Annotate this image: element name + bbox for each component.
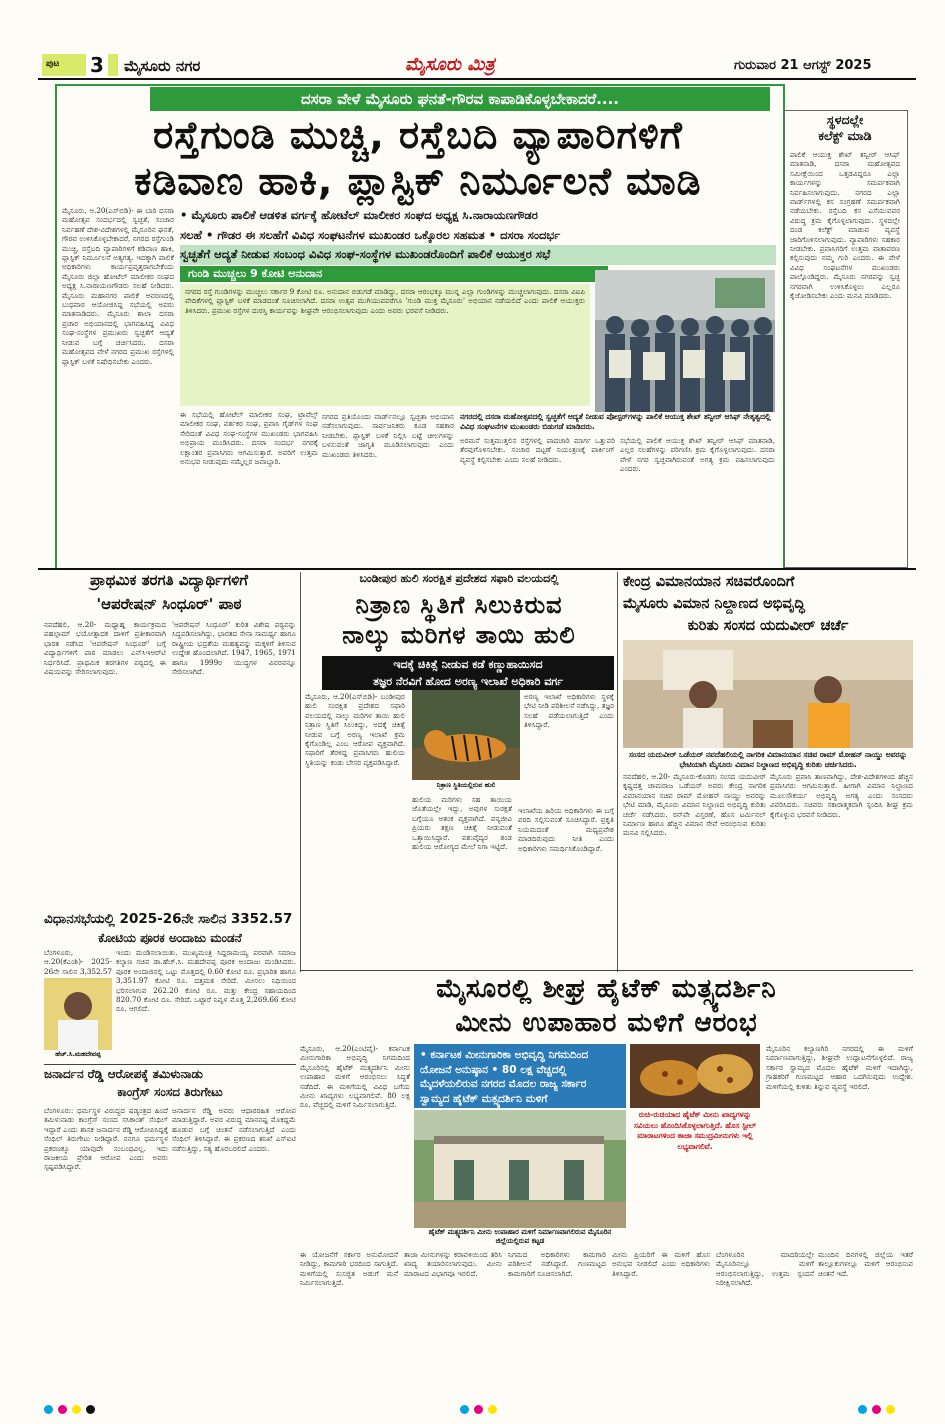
tiger-photo-caption: ನಿತ್ರಾಣ ಸ್ಥಿತಿಯಲ್ಲಿರುವ ಹುಲಿ (436, 781, 496, 789)
lead-body-col1: ಮೈಸೂರು, ಆ.20(ಎಸ್‌ಬಿಡಿ)- ಈ ಬಾರಿ ದಸರಾ ಮಹೋತ್ಸವ ಸಂದರ್ಭದಲ್ಲಿ ಸ್ವಚ್ಛತೆ, ಸಂಚಾರ ನಿರ್ವಹಣೆ ದೇಶ-ವಿದೇಶಗಳಲ್ಲಿ ಮೈಸೂರಿನ ಘನತೆ, ಗೌರವ ಉಳಿಸಿಕೊಳ್ಳಬೇಕಾದರೆ, ನಗರದ ರಸ್ತೆಗುಂಡಿ ಮುಚ್ಚಿ, ರಸ್ತೆಬದಿ ವ್ಯಾಪಾರಿಗಳಿಗೆ ಕಡಿವಾಣ ಹಾಕಿ, ಪ್ಲಾಸ್ಟಿಕ್ ನಿರ್ಮೂಲನೆ ಅತ್ಯಗತ್ಯ. ಇದಕ್ಕಾಗಿ ಪಾಲಿಕೆ ಅಧಿಕಾರಿಗಳು ಕಾರ್ಯಪ್ರವೃತ್ತರಾಗಬೇಕೆಂದು ಮೈಸೂರು ಜಿಲ್ಲಾ ಹೋಟೆಲ್ ಮಾಲೀಕರ ಸಂಘದ ಅಧ್ಯಕ್ಷ ಸಿ.ನಾರಾಯಣಗೌಡರು ಸಲಹೆ ನೀಡಿದರು. ಮೈಸೂರು ಮಹಾನಗರ ಪಾಲಿಕೆ ಆವರಣದಲ್ಲಿ ಬುಧವಾರ ಆಯೋಜಿಸಿದ್ದ ಸಭೆಯಲ್ಲಿ ಅವರು ಮಾತನಾಡಿದರು. ಮೈಸೂರು ಶಾಲಾ ದಸರಾ ಪ್ರಚಾರ ಅಭಿಯಾನದಲ್ಲಿ ಭಾಗವಹಿಸಿದ್ದ ವಿವಿಧ ಸಂಘ-ಸಂಸ್ಥೆಗಳ ಪ್ರಮುಖರು ಸ್ವಚ್ಛತೆಗೆ ಆದ್ಯತೆ ನೀಡುವ ಬಗ್ಗೆ ಚರ್ಚಿಸಿದರು. ದಸರಾ ಮಹೋತ್ಸವದ ವೇಳೆ ನಗರದ ಪ್ರಮುಖ ರಸ್ತೆಗಳಲ್ಲಿ ಪ್ಲಾಸ್ಟಿಕ್ ಬಳಕೆ ನಿಷೇಧಿಸಬೇಕು ಎಂದರು. (62, 206, 174, 366)
sidebar-body: ಪಾಲಿಕೆ ಆಯುಕ್ತ ಶೇಖ್ ತನ್ವೀರ್ ಆಸಿಫ್ ಮಾತನಾಡಿ, ದಸರಾ ಮಹೋತ್ಸವದ ಸಮೀಕ್ಷೆಯಿಂದ ಒತ್ತಡವಿದ್ದರೂ ಎಲ್ಲಾ ಕಾರ್ಯಗಳನ್ನು ಸಮರ್ಪಕವಾಗಿ ನಿರ್ವಹಿಸಲಾಗುವುದು. ನಗರದ ಎಲ್ಲಾ ವಾರ್ಡ್‌ಗಳಲ್ಲಿ ಕಸ ಸಂಗ್ರಹಣೆ ಸಮರ್ಪಕವಾಗಿ ನಡೆಯಬೇಕು. ರಸ್ತೆಬದಿ ಕಸ ಎಸೆಯುವವರ ವಿರುದ್ಧ ಕ್ರಮ ಕೈಗೊಳ್ಳಲಾಗುವುದು. ಸ್ಥಳದಲ್ಲೇ ದಂಡ ಕಲೆಕ್ಟ್ ಮಾಡುವ ವ್ಯವಸ್ಥೆ ಜಾರಿಗೊಳಿಸಲಾಗುವುದು. ವ್ಯಾಪಾರಿಗಳು ಸಹಕಾರ ನೀಡಬೇಕು. ಪ್ರವಾಸಿಗರಿಗೆ ಉತ್ತಮ ವಾತಾವರಣ ಕಲ್ಪಿಸುವುದು ನಮ್ಮ ಗುರಿ ಎಂದರು. ಈ ವೇಳೆ ವಿವಿಧ ಸಂಘಟನೆಗಳ ಮುಖಂಡರು ಪಾಲ್ಗೊಂಡಿದ್ದರು. ಮೈಸೂರು ನಗರವನ್ನು ಸ್ವಚ್ಛ ನಗರವಾಗಿ ಉಳಿಸಿಕೊಳ್ಳಲು ಎಲ್ಲರೂ ಕೈಜೋಡಿಸಬೇಕು ಎಂದು ಮನವಿ ಮಾಡಿದರು. (790, 150, 900, 301)
fish-highlight-2: ಯೋಜನೆ ಅನುಷ್ಠಾನ • 80 ಲಕ್ಷ ವೆಚ್ಚದಲ್ಲಿ (420, 1063, 567, 1076)
tiger-photo (412, 690, 520, 780)
sidebar-headline-line2: ಕಲೆಕ್ಟ್ ಮಾಡಿ (818, 128, 872, 143)
lead-body-col4: ಅರಮನೆ ಸುತ್ತಮುತ್ತಲಿನ ರಸ್ತೆಗಳಲ್ಲಿ ಪಾದಚಾರಿ ಮಾರ್ಗ ಒತ್ತುವರಿ ತೆರವುಗೊಳಿಸಬೇಕು. ಸಂಚಾರ ದಟ್ಟಣೆ ನಿಯಂತ್ರಣಕ್ಕೆ ಪಾರ್ಕಿಂಗ್ ವ್ಯವಸ್ಥೆ ಕಲ್ಪಿಸಬೇಕು ಎಂದು ಸಲಹೆ ನೀಡಿದರು. (460, 436, 615, 464)
budget-headline-line2: ಕೋಟಿಯ ಪೂರಕ ಅಂದಾಜು ಮಂಡನೆ (98, 931, 242, 945)
registration-mark (44, 1405, 53, 1414)
lead-body-col2: ಈ ಸಭೆಯಲ್ಲಿ ಹೋಟೆಲ್ ಮಾಲೀಕರ ಸಂಘ, ಟ್ರಾವೆಲ್ಸ್ ಮಾಲೀಕರ ಸಂಘ, ವರ್ತಕರ ಸಂಘ, ಪ್ರವಾಸಿ ಗೈಡ್‌ಗಳ ಸಂಘ ಸೇರಿದಂತೆ ವಿವಿಧ ಸಂಘ-ಸಂಸ್ಥೆಗಳ ಮುಖಂಡರು ಭಾಗವಹಿಸಿ ಅಭಿಪ್ರಾಯ ಮಂಡಿಸಿದರು. ದಸರಾ ಸಂದರ್ಭ ನಗರಕ್ಕೆ ಲಕ್ಷಾಂತರ ಪ್ರವಾಸಿಗರು ಆಗಮಿಸುತ್ತಾರೆ. ಅವರಿಗೆ ಉತ್ತಮ ಅನುಭವ ನೀಡುವುದು ನಮ್ಮೆಲ್ಲರ ಜವಾಬ್ದಾರಿ. (180, 410, 318, 467)
fish-body-bottom-2: ತಾಜಾ ಮೀನುಗಳನ್ನು ಕರಾವಳಿಯಿಂದ ತರಿಸಿ ಖಾದ್ಯ ತಯಾರಿಸಲಾಗುವುದು. ಮೀನು ಮಾರಾಟದ ವಿಭಾಗವೂ ಇರಲಿದೆ. (404, 1250, 502, 1278)
tiger-headline-line2: ನಾಲ್ಕು ಮರಿಗಳ ತಾಯಿ ಹುಲಿ (342, 621, 576, 649)
section-title: ಮೈಸೂರು ನಗರ (124, 57, 201, 75)
lead-highlight-1: • ಮೈಸೂರು ಪಾಲಿಕೆ ಆಡಳಿತ ವರ್ಗಕ್ಕೆ ಹೋಟೆಲ್ ಮಾಲೀಕರ ಸಂಘದ ಅಧ್ಯಕ್ಷ ಸಿ.ನಾರಾಯಣಗೌಡರ (180, 208, 538, 222)
airport-headline-line1: ಕೇಂದ್ರ ವಿಮಾನಯಾನ ಸಚಿವರೊಂದಿಗೆ (623, 574, 795, 590)
tiger-headline-line1: ನಿತ್ರಾಣ ಸ್ಥಿತಿಗೆ ಸಿಲುಕಿರುವ (355, 591, 563, 619)
lead-highlight-2: ಸಲಹೆ • ಗೌಡರ ಈ ಸಲಹೆಗೆ ವಿವಿಧ ಸಂಘಟನೆಗಳ ಮುಖಂಡರ ಒಕ್ಕೊರಲ ಸಹಮತ • ದಸರಾ ಸಂದರ್ಭ (180, 227, 561, 242)
tiger-kicker: ಬಂಡೀಪುರ ಹುಲಿ ಸಂರಕ್ಷಿತ ಪ್ರದೇಶದ ಸಫಾರಿ ವಲಯದಲ್ಲಿ (359, 572, 559, 585)
budget-headline-line1: ವಿಧಾನಸಭೆಯಲ್ಲಿ 2025-26ನೇ ಸಾಲಿನ 3352.57 (44, 911, 293, 927)
registration-mark (858, 1405, 867, 1414)
janardhan-body-col1: ಬೆಂಗಳೂರು: ಧರ್ಮಸ್ಥಳ ವಿರುದ್ಧದ ಷಡ್ಯಂತ್ರದ ಹಿಂದೆ ತಮಿಳುನಾಡು ಕಾಂಗ್ರೆಸ್ ಸಂಸದ ಸಸಿಕಾಂತ್ ಸೆಂಥಿಲ್ ಇದ್ದಾರೆ ಎಂದು ಶಾಸಕ ಜನಾರ್ದನ ರೆಡ್ಡಿ ಆರೋಪಿಸಿದ್ದಕ್ಕೆ ಸೆಂಥಿಲ್ ತಿರುಗೇಟು ನೀಡಿದ್ದಾರೆ. ನನಗೂ ಧರ್ಮಸ್ಥಳ ಪ್ರಕರಣಕ್ಕೂ ಯಾವುದೇ ಸಂಬಂಧವಿಲ್ಲ. ಇದು ರಾಜಕೀಯ ಪ್ರೇರಿತ ಆರೋಪ ಎಂದು ಅವರು ಸ್ಪಷ್ಟಪಡಿಸಿದ್ದಾರೆ. (44, 1106, 168, 1172)
fish-dish-caption: ರುಚಿ-ರುಚಿಯಾದ ಹೈಟೆಕ್ ಮೀನು ಖಾದ್ಯಗಳನ್ನು ಸವಿಯಲು ಹೊಂದಿಸಿಕೊಳ್ಳಲಾಗುತ್ತಿದೆ. ಹೊಸ ಸ್ಟೀಲ್ ಮಾರಾಟಗಳಿಂದ ತಾಜಾ ಸಮುದ್ರಮೀನುಗಳು ಇಲ್ಲಿ ಲಭ್ಯವಾಗಲಿವೆ. (633, 1110, 757, 1151)
operation-body-col2: 'ಆಪರೇಷನ್ ಸಿಂಧೂರ್' ಕುರಿತ ವಿಶೇಷ ಪಠ್ಯವನ್ನು ಸಿದ್ಧಪಡಿಸಲಾಗಿದ್ದು, ಭಾರತದ ಸೇನಾ ಸಾಮರ್ಥ್ಯ ಹಾಗೂ ರಾಷ್ಟ್ರೀಯ ಭದ್ರತೆಯ ಮಹತ್ವವನ್ನು ಮಕ್ಕಳಿಗೆ ತಿಳಿಸುವ ಉದ್ದೇಶ ಹೊಂದಲಾಗಿದೆ. 1947, 1965, 1971 ಹಾಗೂ 1999ರ ಯುದ್ಧಗಳ ವಿವರವನ್ನೂ ಸೇರಿಸಲಾಗಿದೆ. (172, 620, 296, 677)
lead-photo-caption: ನಗರದಲ್ಲಿ ದಸರಾ ಮಹೋತ್ಸವದಲ್ಲಿ ಸ್ವಚ್ಛತೆಗೆ ಆದ್ಯತೆ ನೀಡುವ ಪೋಸ್ಟರ್‌ಗಳನ್ನು ಪಾಲಿಕೆ ಆಯುಕ್ತ ಶೇಖ್ ತನ್ವೀರ್ ಆಸಿಫ್ ನೇತೃತ್ವದಲ್ಲಿ ವಿವಿಧ ಸಂಘಟನೆಗಳ ಮುಖಂಡರು ಬಿಡುಗಡೆ ಮಾಡಿದರು. (460, 412, 771, 431)
fish-highlight-3: ಮೈದಳೆಯಲಿರುವ ನಗರದ ಮೊದಲ ರಾಜ್ಯ ಸರ್ಕಾರ (420, 1078, 587, 1090)
fish-body-bottom-1: ಈ ಯೋಜನೆಗೆ ಸರ್ಕಾರ ಅನುಮೋದನೆ ನೀಡಿದ್ದು, ಕಾಮಗಾರಿ ಭರದಿಂದ ಸಾಗುತ್ತಿದೆ. ಮಳಿಗೆಯಲ್ಲಿ ಸುಸಜ್ಜಿತ ಅಡುಗೆ ಮನೆ ನಿರ್ಮಿಸಲಾಗುತ್ತಿದೆ. (300, 1250, 398, 1288)
registration-mark (872, 1405, 881, 1414)
registration-mark (886, 1405, 895, 1414)
airport-body-col2: ಮೈಸೂರು ಪ್ರವಾಸಿ ತಾಣವಾಗಿದ್ದು, ದೇಶ-ವಿದೇಶಗಳಿಂದ ಹೆಚ್ಚಿನ ಪ್ರವಾಸಿಗರು ಆಗಮಿಸುತ್ತಾರೆ. ಹೀಗಾಗಿ ವಿಮಾನ ನಿಲ್ದಾಣದ ಮೂಲಸೌಕರ್ಯ ಅಭಿವೃದ್ಧಿ ಅಗತ್ಯ ಎಂದು ಸಂಸದರು ವಿವರಿಸಿದರು. ಸಚಿವರು ಸಕಾರಾತ್ಮಕವಾಗಿ ಸ್ಪಂದಿಸಿ ಶೀಘ್ರ ಕ್ರಮ ಕೈಗೊಳ್ಳುವ ಭರವಸೆ ನೀಡಿದರು. (770, 772, 913, 819)
column-rule (617, 572, 618, 972)
fish-body-col4: ಮೈಸೂರಿನ ಕಲ್ಯಾಣಗಿರಿ ನಗರದಲ್ಲಿ ಈ ಮಳಿಗೆ ನಿರ್ಮಾಣವಾಗುತ್ತಿದ್ದು, ಶೀಘ್ರವೇ ಉದ್ಘಾಟನೆಗೊಳ್ಳಲಿದೆ. ರಾಜ್ಯ ಸರ್ಕಾರ ಸ್ವಾಮ್ಯದ ಮೊದಲ ಹೈಟೆಕ್ ಮಳಿಗೆ ಇದಾಗಿದ್ದು, ಗ್ರಾಹಕರಿಗೆ ಗುಣಮಟ್ಟದ ಆಹಾರ ಒದಗಿಸುವುದು ಉದ್ದೇಶ. ಮಳಿಗೆಯಲ್ಲಿ ಕುಳಿತು ತಿನ್ನುವ ವ್ಯವಸ್ಥೆ ಇರಲಿದೆ. (766, 1044, 913, 1091)
newspaper-logo: ಮೈಸೂರು ಮಿತ್ರ (405, 54, 495, 75)
lead-headline-line2: ಕಡಿವಾಣ ಹಾಕಿ, ಪ್ಲಾಸ್ಟಿಕ್ ನಿರ್ಮೂಲನೆ ಮಾಡಿ (134, 159, 702, 203)
registration-mark (72, 1405, 81, 1414)
operation-headline-line2: 'ಆಪರೇಷನ್ ಸಿಂಧೂರ್' ಪಾಠ (96, 595, 242, 613)
lead-body-col3: ನಗರದ ಪ್ರತಿಯೊಂದು ವಾರ್ಡ್‌ನಲ್ಲೂ ಸ್ವಚ್ಛತಾ ಅಭಿಯಾನ ನಡೆಸಲಾಗುವುದು. ಸಾರ್ವಜನಿಕರು ಕೂಡ ಸಹಕಾರ ನೀಡಬೇಕು. ಪ್ಲಾಸ್ಟಿಕ್ ಬಳಕೆ ನಿಲ್ಲಿಸಿ ಬಟ್ಟೆ ಚೀಲಗಳನ್ನು ಬಳಸುವಂತೆ ಜಾಗೃತಿ ಮೂಡಿಸಲಾಗುವುದು ಎಂದು ಮುಖಂಡರು ತಿಳಿಸಿದರು. (322, 412, 454, 459)
fish-body-bottom-6: ಮುಂದಿನ ದಿನಗಳಲ್ಲಿ ಜಿಲ್ಲೆಯ ಇತರೆ ತಾಲ್ಲೂಕುಗಳಲ್ಲೂ ಮಳಿಗೆ ಆರಂಭಿಸುವ ಚಿಂತನೆ ಇದೆ. (818, 1250, 913, 1278)
lead-kicker: ದಸರಾ ವೇಳೆ ಮೈಸೂರು ಘನತೆ-ಗೌರವ ಕಾಪಾಡಿಕೊಳ್ಳಬೇಕಾದರೆ.... (150, 87, 770, 111)
tiger-body-col2: ಅರಣ್ಯ ಇಲಾಖೆ ಅಧಿಕಾರಿಗಳು ಸ್ಥಳಕ್ಕೆ ಭೇಟಿ ನೀಡಿ ಪರಿಶೀಲನೆ ನಡೆಸಿದ್ದು, ತಜ್ಞರ ಸಲಹೆ ಪಡೆಯಲಾಗುತ್ತಿದೆ ಎಂದು ತಿಳಿಸಿದ್ದಾರೆ. (524, 692, 614, 730)
tiger-body-col1: ಮೈಸೂರು, ಆ.20(ಎಸ್‌ಬಿಡಿ)- ಬಂಡೀಪುರ ಹುಲಿ ಸಂರಕ್ಷಿತ ಪ್ರದೇಶದ ಸಫಾರಿ ವಲಯದಲ್ಲಿ ನಾಲ್ಕು ಮರಿಗಳ ತಾಯಿ ಹುಲಿ ನಿತ್ರಾಣ ಸ್ಥಿತಿಗೆ ಸಿಲುಕಿದ್ದು, ಅದಕ್ಕೆ ಚಿಕಿತ್ಸೆ ನೀಡುವ ಬಗ್ಗೆ ಅರಣ್ಯ ಇಲಾಖೆ ಕ್ರಮ ಕೈಗೊಂಡಿಲ್ಲ ಎಂಬ ಆರೋಪ ವ್ಯಕ್ತವಾಗಿದೆ. ಸಫಾರಿಗೆ ತೆರಳಿದ್ದ ಪ್ರವಾಸಿಗರು ಹುಲಿಯ ಸ್ಥಿತಿಯನ್ನು ಕಂಡು ಬೇಸರ ವ್ಯಕ್ತಪಡಿಸಿದ್ದಾರೆ. (305, 692, 405, 767)
tiger-subhead-line2: ತಜ್ಞರ ನೆರವಿಗೆ ಹೋದ ಅರಣ್ಯ ಇಲಾಖೆ ಅಧಿಕಾರಿ ವರ್ಗ (373, 675, 563, 688)
airport-body-col1: ನವದೆಹಲಿ, ಆ.20- ಮೈಸೂರು-ಕೊಡಗು ಸಂಸದ ಯದುವೀರ್ ಕೃಷ್ಣದತ್ತ ಚಾಮರಾಜ ಒಡೆಯರ್ ಅವರು ಕೇಂದ್ರ ನಾಗರಿಕ ವಿಮಾನಯಾನ ಸಚಿವ ರಾಮ್ ಮೋಹನ್ ನಾಯ್ಡು ಅವರನ್ನು ಭೇಟಿ ಮಾಡಿ, ಮೈಸೂರು ವಿಮಾನ ನಿಲ್ದಾಣದ ಅಭಿವೃದ್ಧಿ ಕುರಿತು ಚರ್ಚೆ ನಡೆಸಿದರು. ರನ್‌ವೇ ವಿಸ್ತರಣೆ, ಹೊಸ ಟರ್ಮಿನಲ್ ನಿರ್ಮಾಣ ಹಾಗೂ ಹೆಚ್ಚಿನ ವಿಮಾನ ಸೇವೆ ಆರಂಭಿಸುವ ಕುರಿತು ಮನವಿ ಸಲ್ಲಿಸಿದರು. (623, 772, 766, 838)
fish-body-bottom-5: ಬೆಂಗಳೂರಿನ ಮಾದರಿಯಲ್ಲೇ ಮೈಸೂರಿನಲ್ಲೂ ಮಳಿಗೆ ಆರಂಭಿಸಲಾಗುತ್ತಿದ್ದು, ಉತ್ತಮ ಸ್ಪಂದನೆ ನಿರೀಕ್ಷಿಸಲಾಗಿದೆ. (716, 1250, 814, 1288)
lead-photo (595, 270, 775, 412)
fish-headline-line1: ಮೈಸೂರಲ್ಲಿ ಶೀಘ್ರ ಹೈಟೆಕ್ ಮತ್ಸ್ಯದರ್ಶಿನಿ (436, 974, 777, 1004)
tiger-body-col4: ಇಲಾಖೆಯ ಹಿರಿಯ ಅಧಿಕಾರಿಗಳು ಈ ಬಗ್ಗೆ ವರದಿ ಸಲ್ಲಿಸುವಂತೆ ಸೂಚಿಸಿದ್ದಾರೆ. ಪ್ರಕೃತಿ ನಿಯಮದಂತೆ ಮಧ್ಯಪ್ರವೇಶ ಮಾಡದಿರುವುದು ನೀತಿ ಎಂದು ಅಧಿಕಾರಿಗಳು ಸಮರ್ಥಿಸಿಕೊಂಡಿದ್ದಾರೆ. (518, 806, 614, 853)
tiger-subhead-line1: ಇದಕ್ಕೆ ಚಿಕಿತ್ಸೆ ನೀಡುವ ಕಡೆ ಕಣ್ಣುಹಾಯಿಸದ (393, 658, 543, 671)
page-label: ಪುಟ (46, 59, 60, 69)
sidebar-headline (786, 112, 904, 144)
lead-highlights (180, 206, 776, 265)
lead-headline-line1: ರಸ್ತೆಗುಂಡಿ ಮುಚ್ಚಿ, ರಸ್ತೆಬದಿ ವ್ಯಾಪಾರಿಗಳಿಗೆ (153, 113, 683, 157)
operation-body-col1: ನವದೆಹಲಿ, ಆ.20- ಮಧ್ಯಾಹ್ನ ಕಾರ್ಯಕ್ರಮದ ಪಹಲ್ಗಾಮ್ ಭಯೋತ್ಪಾದಕ ದಾಳಿಗೆ ಪ್ರತೀಕಾರವಾಗಿ ಭಾರತ ನಡೆಸಿದ 'ಆಪರೇಷನ್ ಸಿಂಧೂರ್' ಬಗ್ಗೆ ವಿದ್ಯಾರ್ಥಿಗಳಿಗೆ ಪಾಠ ಮಾಡಲು ಎನ್‌ಸಿಇಆರ್‌ಟಿ ನಿರ್ಧರಿಸಿದೆ. ಪ್ರಾಥಮಿಕ ತರಗತಿಗಳ ಪಠ್ಯದಲ್ಲಿ ಈ ವಿಷಯವನ್ನು ಸೇರಿಸಲಾಗುವುದು. (44, 620, 166, 677)
fish-building-photo (414, 1110, 626, 1228)
janardhan-headline-line2: ಕಾಂಗ್ರೆಸ್ ಸಂಸದ ತಿರುಗೇಟು (117, 1085, 223, 1099)
subbox-text: ನಗರದ ರಸ್ತೆ ಗುಂಡಿಗಳನ್ನು ಮುಚ್ಚಲು ಸರ್ಕಾರ 9 ಕೋಟಿ ರೂ. ಅನುದಾನ ಬಿಡುಗಡೆ ಮಾಡಿದ್ದು, ದಸರಾ ಆರಂಭಕ್ಕೂ ಮುನ್ನ ಎಲ್ಲಾ ಗುಂಡಿಗಳನ್ನು ಮುಚ್ಚಲಾಗುವುದು. ದಸರಾ ವಿಐಪಿ ವೇದಿಕೆಗಳಲ್ಲಿ ಪ್ಲಾಸ್ಟಿಕ್ ಬಳಕೆ ಮಾಡದಂತೆ ಸೂಚಿಸಲಾಗಿದೆ. ದಸರಾ ಉತ್ಸವ ಮುಗಿಯುವವರೆಗೂ 'ಗುಂಡಿ ಮುಕ್ತ ಮೈಸೂರು' ಅಭಿಯಾನ ನಡೆಯಲಿದೆ ಎಂದು ಪಾಲಿಕೆ ಆಯುಕ್ತರು ತಿಳಿಸಿದರು. ಪ್ರಮುಖ ರಸ್ತೆಗಳ ದುರಸ್ತಿ ಕಾರ್ಯವನ್ನು ಶೀಘ್ರವೇ ಆರಂಭಿಸಲಾಗುವುದು ಎಂದು ಅವರು ಭರವಸೆ ನೀಡಿದರು. (180, 284, 590, 406)
janardhan-body-col2: ಜನಾರ್ದನ ರೆಡ್ಡಿ ಅವರು ಆಧಾರರಹಿತ ಆರೋಪ ಮಾಡುತ್ತಿದ್ದಾರೆ. ಅವರ ವಿರುದ್ಧ ಮಾನನಷ್ಟ ಮೊಕದ್ದಮೆ ಹೂಡುವ ಬಗ್ಗೆ ಚಿಂತನೆ ನಡೆಸಲಾಗುತ್ತಿದೆ ಎಂದು ಸೆಂಥಿಲ್ ತಿಳಿಸಿದ್ದಾರೆ. ಈ ಪ್ರಕರಣದ ತನಿಖೆ ಎಸ್ಐಟಿ ನಡೆಸುತ್ತಿದ್ದು, ಸತ್ಯ ಹೊರಬರಲಿದೆ ಎಂದರು. (172, 1106, 296, 1153)
fish-building-caption: ಹೈಟೆಕ್ ಮತ್ಸ್ಯದರ್ಶಿನಿ ಮೀನು ಉಪಾಹಾರ ಮಳಿಗೆ ನಿರ್ಮಾಣವಾಗಲಿರುವ ಮೈಸೂರಿನ ಜಿಲ್ಲೆಯಲ್ಲಿರುವ ಕಟ್ಟಡ (428, 1228, 612, 1245)
section-divider (300, 970, 913, 971)
lead-highlight-3: ಸ್ವಚ್ಛತೆಗೆ ಆದ್ಯತೆ ನೀಡುವ ಸಂಬಂಧ ವಿವಿಧ ಸಂಘ-ಸಂಸ್ಥೆಗಳ ಮುಖಂಡರೊಂದಿಗೆ ಪಾಲಿಕೆ ಆಯುಕ್ತರ ಸಭೆ (180, 245, 776, 265)
fish-body-col1: ಮೈಸೂರು, ಆ.20(ಎಂಟಿವೈ)- ಕರ್ನಾಟಕ ಮೀನುಗಾರಿಕಾ ಅಭಿವೃದ್ಧಿ ನಿಗಮದಿಂದ ಮೈಸೂರಿನಲ್ಲಿ ಹೈಟೆಕ್ ಮತ್ಸ್ಯದರ್ಶಿನಿ ಮೀನು ಉಪಾಹಾರ ಮಳಿಗೆ ಆರಂಭಿಸಲು ಸಿದ್ಧತೆ ನಡೆದಿದೆ. ಈ ಮಳಿಗೆಯಲ್ಲಿ ವಿವಿಧ ಬಗೆಯ ಮೀನು ಖಾದ್ಯಗಳು ಲಭ್ಯವಾಗಲಿವೆ. 80 ಲಕ್ಷ ರೂ. ವೆಚ್ಚದಲ್ಲಿ ಮಳಿಗೆ ನಿರ್ಮಿಸಲಾಗುತ್ತಿದೆ. (300, 1044, 410, 1110)
operation-headline-line1: ಪ್ರಾಥಮಿಕ ತರಗತಿ ವಿದ್ಯಾರ್ಥಿಗಳಿಗೆ (90, 571, 248, 589)
budget-intro: ಬೆಂಗಳೂರು, ಆ.20(ಕೆಎಂಶಿ)- 2025-26ನೇ ಸಾಲಿನ 3,352.57 (44, 948, 112, 976)
airport-photo-caption: ಸಂಸದ ಯದುವೀರ್ ಒಡೆಯರ್ ನವದೆಹಲಿಯಲ್ಲಿ ನಾಗರಿಕ ವಿಮಾನಯಾನ ಸಚಿವ ರಾಮ್ ಮೋಹನ್ ನಾಯ್ಡು ಅವರನ್ನು ಭೇಟಿಯಾಗಿ ಮೈಸೂರು ವಿಮಾನ ನಿಲ್ದಾಣದ ಅಭಿವೃದ್ಧಿ ಕುರಿತು ಚರ್ಚಿಸಿದರು. (628, 750, 908, 769)
subbox-title: ಗುಂಡಿ ಮುಚ್ಚಲು 9 ಕೋಟಿ ಅನುದಾನ (180, 266, 608, 282)
fish-highlight-1: • ಕರ್ನಾಟಕ ಮೀನುಗಾರಿಕಾ ಅಭಿವೃದ್ಧಿ ನಿಗಮದಿಂದ (420, 1049, 589, 1061)
airport-headline-line2: ಮೈಸೂರು ವಿಮಾನ ನಿಲ್ದಾಣದ ಅಭಿವೃದ್ಧಿ (623, 596, 805, 612)
page-number: 3 (86, 54, 108, 76)
fish-body-bottom-4: ಮೀನು ಪ್ರಿಯರಿಗೆ ಈ ಮಳಿಗೆ ಹೊಸ ಅನುಭವ ನೀಡಲಿದೆ ಎಂದು ಅಧಿಕಾರಿಗಳು ತಿಳಿಸಿದ್ದಾರೆ. (612, 1250, 710, 1278)
tiger-subhead (322, 656, 614, 690)
airport-headline-line3: ಕುರಿತು ಸಂಸದ ಯದುವೀರ್ ಚರ್ಚೆ (687, 618, 849, 634)
registration-mark (460, 1405, 469, 1414)
fish-body-bottom-3: ನಿಗಮದ ಅಧಿಕಾರಿಗಳು ಕಾಮಗಾರಿ ಪರಿಶೀಲನೆ ನಡೆಸಿದ್ದಾರೆ. ಗುಣಮಟ್ಟದ ಕಾಮಗಾರಿಗೆ ಸೂಚಿಸಲಾಗಿದೆ. (508, 1250, 606, 1278)
minister-photo (44, 978, 112, 1050)
fish-dish-photo (630, 1044, 760, 1108)
minister-photo-caption: ಹೆಚ್.ಸಿ.ಮಹದೇವಪ್ಪ (55, 1050, 101, 1058)
fish-highlight-4: ಸ್ವಾಮ್ಯದ ಹೈಟೆಕ್ ಮತ್ಸ್ಯದರ್ಶಿನಿ ಮಳಿಗೆ (420, 1092, 548, 1105)
airport-photo (623, 640, 913, 748)
registration-mark (86, 1405, 95, 1414)
sidebar-headline-line1: ಸ್ಥಳದಲ್ಲೇ (826, 112, 864, 127)
fish-highlight-box (414, 1044, 626, 1108)
section-divider (44, 1064, 296, 1065)
fish-headline-line2: ಮೀನು ಉಪಾಹಾರ ಮಳಿಗೆ ಆರಂಭ (455, 1008, 758, 1038)
registration-mark (488, 1405, 497, 1414)
registration-mark (58, 1405, 67, 1414)
edition-date: ಗುರುವಾರ 21 ಆಗಸ್ಟ್ 2025 (734, 58, 872, 73)
registration-mark (474, 1405, 483, 1414)
janardhan-headline-line1: ಜನಾರ್ದನ ರೆಡ್ಡಿ ಆರೋಪಕ್ಕೆ ತಮಿಳುನಾಡು (44, 1067, 203, 1081)
column-rule (300, 572, 301, 972)
tiger-body-col3: ಹುಲಿಯ ಮರಿಗಳು ಸಹ ತಾಯಿಯ ಜೊತೆಯಲ್ಲೇ ಇದ್ದು, ಅವುಗಳ ಸುರಕ್ಷತೆ ಬಗ್ಗೆಯೂ ಆತಂಕ ವ್ಯಕ್ತವಾಗಿದೆ. ವನ್ಯಜೀವಿ ಪ್ರಿಯರು ತಕ್ಷಣ ಚಿಕಿತ್ಸೆ ನೀಡುವಂತೆ ಒತ್ತಾಯಿಸಿದ್ದಾರೆ. ಪಶುವೈದ್ಯರ ತಂಡ ಹುಲಿಯ ಆರೋಗ್ಯದ ಮೇಲೆ ನಿಗಾ ಇಟ್ಟಿದೆ. (412, 795, 512, 852)
budget-body: ಇಂದು ಮಂಡಿಸಲಾಯಿತು. ಮುಖ್ಯಮಂತ್ರಿ ಸಿದ್ದರಾಮಯ್ಯ ಪರವಾಗಿ ಸಮಾಜ ಕಲ್ಯಾಣ ಸಚಿವ ಡಾ.ಹೆಚ್.ಸಿ. ಮಹದೇವಪ್ಪ ಪೂರಕ ಅಂದಾಜು ಮಂಡಿಸಿದರು. ಪೂರಕ ಅಂದಾಜಿನಲ್ಲಿ ಒಟ್ಟು ಮೊತ್ತದಲ್ಲಿ 0.60 ಕೋಟಿ ರೂ. ಪ್ರಭಾರಿತ ಹಾಗೂ 3,351.97 ಕೋಟಿ ರೂ. ದತ್ತಮತ ಸೇರಿದೆ. ಮೀಸಲು ನಿಧಿಯಿಂದ ಭರಿಸಲಾಗುವ 262.20 ಕೋಟಿ ರೂ. ಮತ್ತು ಕೇಂದ್ರ ಸಹಾಯದಿಂದ 820.70 ಕೋಟಿ ರೂ. ಸೇರಿದೆ. ಒಟ್ಟಾರೆ ನಿವ್ವಳ ಮೊತ್ತ 2,269.66 ಕೋಟಿ ರೂ. ಆಗಲಿದೆ. (116, 948, 296, 1014)
lead-body-col5: ಸಭೆಯಲ್ಲಿ ಪಾಲಿಕೆ ಆಯುಕ್ತ ಶೇಖ್ ತನ್ವೀರ್ ಆಸಿಫ್ ಮಾತನಾಡಿ, ಎಲ್ಲರ ಸಲಹೆಗಳನ್ನು ಪರಿಗಣಿಸಿ ಕ್ರಮ ಕೈಗೊಳ್ಳಲಾಗುವುದು. ದಸರಾ ವೇಳೆ ನಗರ ಸ್ವಚ್ಛವಾಗಿರುವಂತೆ ಅಗತ್ಯ ಕ್ರಮ ವಹಿಸಲಾಗುವುದು ಎಂದರು. (620, 436, 775, 474)
